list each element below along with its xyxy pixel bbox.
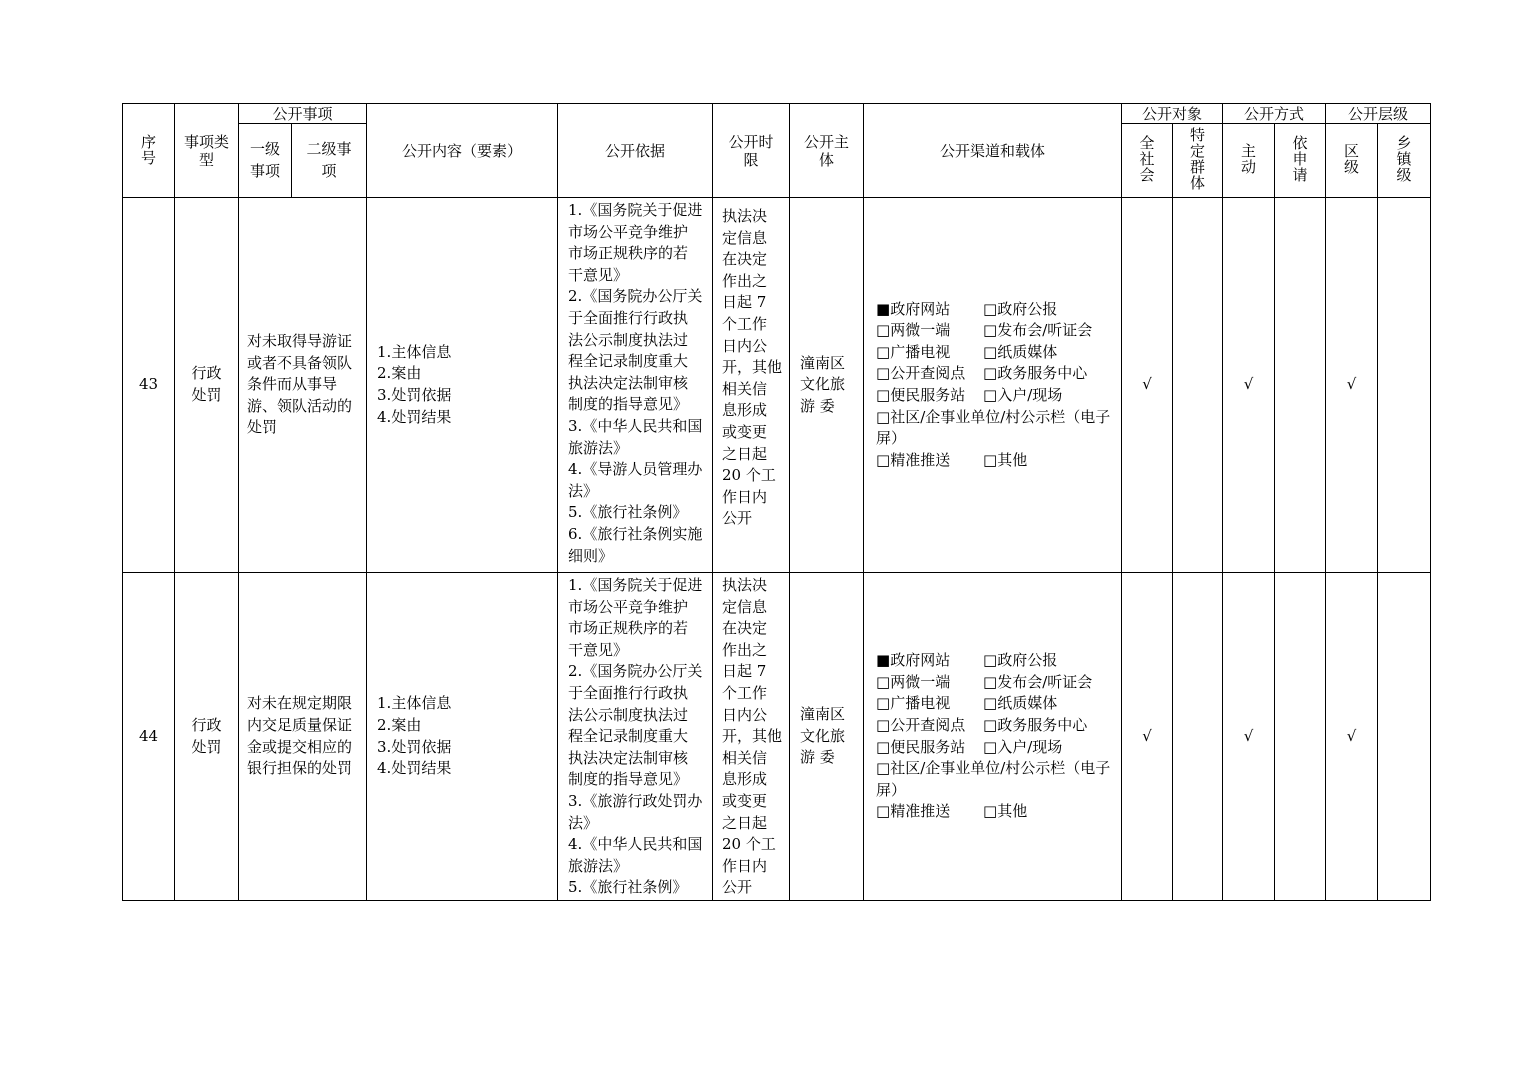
header-level2: 二级事项 [292, 124, 367, 198]
row-basis: 1.《国务院关于促进 市场公平竞争维护 市场正规秩序的若 干意见》 2.《国务院办公厅关 于全面推行行政执 法公示制度执法过 程全记录制度重大 执法决定法制审核 制度的指导意见》 3.《中华人民共和国 旅游法》 4.《导游人员管理办 法》 5.《旅行社条例》 6.《旅行社条例实施 细则》 [558, 198, 713, 573]
row-method-request [1275, 198, 1326, 573]
row-target-all: √ [1122, 198, 1173, 573]
row-level-town [1378, 573, 1431, 901]
disclosure-table [122, 103, 1431, 901]
header-content: 公开内容（要素） [367, 104, 558, 198]
row-method-active: √ [1223, 198, 1275, 573]
header-subject: 公开主体 [790, 104, 864, 198]
header-type: 事项类型 [175, 104, 239, 198]
row-level-town [1378, 198, 1431, 573]
row-item: 对未取得导游证或者不具备领队条件而从事导游、领队活动的处罚 [239, 198, 367, 573]
header-method: 公开方式 [1223, 104, 1326, 124]
row-level-district: √ [1326, 198, 1378, 573]
row-content: 1.主体信息 2.案由 3.处罚依据 4.处罚结果 [367, 573, 558, 901]
header-target-all: 全社会 [1122, 124, 1173, 198]
row-time-limit: 执法决 定信息 在决定 作出之 日起 7 个工作 日内公 开，其他 相关信 息形成 或变更 之日起 20 个工 作日内 公开 [713, 198, 790, 573]
header-method-request: 依申请 [1275, 124, 1326, 198]
header-basis: 公开依据 [558, 104, 713, 198]
row-method-active: √ [1223, 573, 1275, 901]
header-level-town: 乡镇级 [1378, 124, 1431, 198]
row-content: 1.主体信息 2.案由 3.处罚依据 4.处罚结果 [367, 198, 558, 573]
row-target-all: √ [1122, 573, 1173, 901]
row-time-limit: 执法决 定信息 在决定 作出之 日起 7 个工作 日内公 开，其他 相关信 息形成 或变更 之日起 20 个工 作日内 公开 [713, 573, 790, 901]
row-channels: ■政府网站 □政府公报 □两微一端 □发布会/听证会 □广播电视 □纸质媒体 □公开查阅点 □政务服务中心 □便民服务站 □入户/现场 □社区/企事业单位/村公示栏（电子屏） □精准推送 □其他 [864, 198, 1122, 573]
row-level-district: √ [1326, 573, 1378, 901]
row-target-group [1173, 198, 1223, 573]
row-seq: 43 [123, 198, 175, 573]
table-row [123, 573, 1431, 901]
row-channels: ■政府网站 □政府公报 □两微一端 □发布会/听证会 □广播电视 □纸质媒体 □公开查阅点 □政务服务中心 □便民服务站 □入户/现场 □社区/企事业单位/村公示栏（电子屏） □精准推送 □其他 [864, 573, 1122, 901]
row-subject: 潼南区文化旅游 委 [790, 198, 864, 573]
row-subject: 潼南区文化旅游 委 [790, 573, 864, 901]
header-time-limit: 公开时限 [713, 104, 790, 198]
row-seq: 44 [123, 573, 175, 901]
header-level1: 一级事项 [239, 124, 292, 198]
row-item: 对未在规定期限内交足质量保证金或提交相应的银行担保的处罚 [239, 573, 367, 901]
header-row-top [123, 104, 1431, 124]
row-basis: 1.《国务院关于促进 市场公平竞争维护 市场正规秩序的若 干意见》 2.《国务院办公厅关 于全面推行行政执 法公示制度执法过 程全记录制度重大 执法决定法制审核 制度的指导意见》 3.《旅游行政处罚办 法》 4.《中华人民共和国 旅游法》 5.《旅行社条例》 [558, 573, 713, 901]
row-type: 行政处罚 [175, 573, 239, 901]
header-target: 公开对象 [1122, 104, 1223, 124]
header-method-active: 主动 [1223, 124, 1275, 198]
header-level-district: 区级 [1326, 124, 1378, 198]
header-level: 公开层级 [1326, 104, 1431, 124]
header-public-item: 公开事项 [239, 104, 367, 124]
row-target-group [1173, 573, 1223, 901]
row-method-request [1275, 573, 1326, 901]
header-target-group: 特定群体 [1173, 124, 1223, 198]
header-seq: 序号 [123, 104, 175, 198]
header-channel: 公开渠道和载体 [864, 104, 1122, 198]
row-type: 行政处罚 [175, 198, 239, 573]
table-row [123, 198, 1431, 573]
